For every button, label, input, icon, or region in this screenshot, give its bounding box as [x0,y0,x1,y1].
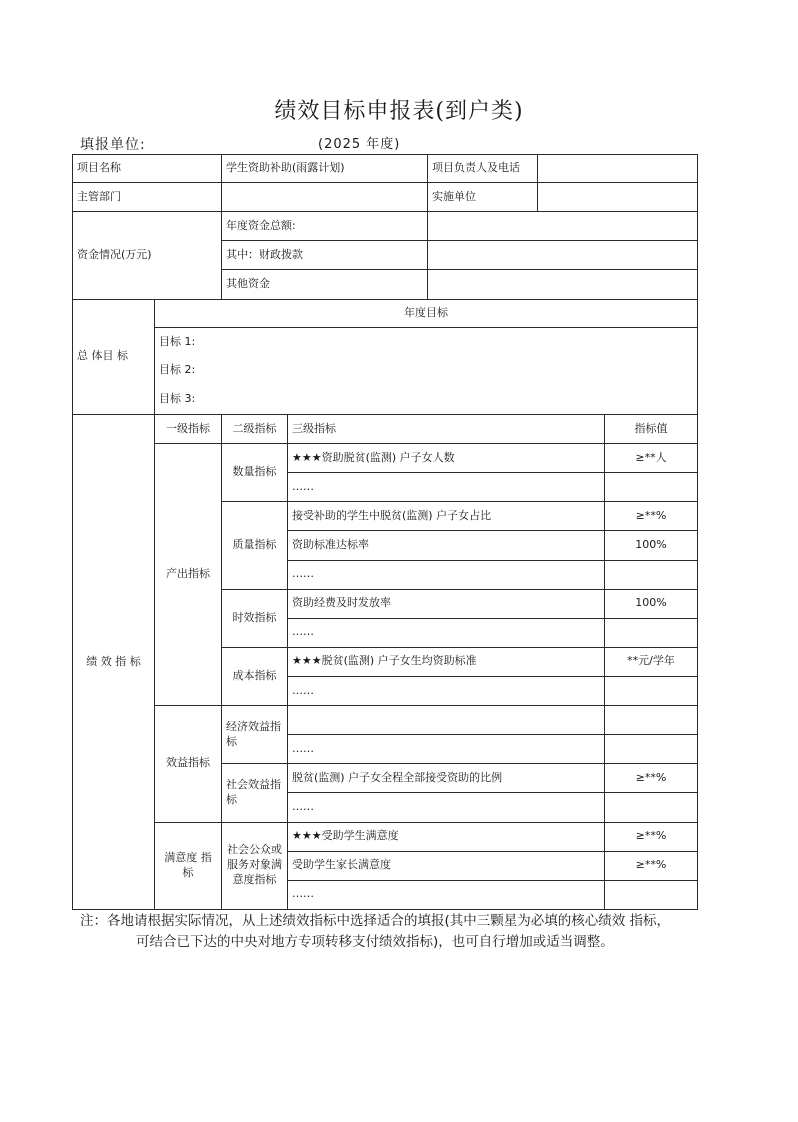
indicator-value[interactable] [605,473,698,502]
indicator-value: ≥**% [605,764,698,793]
table-row[interactable] [288,706,605,735]
indicator-value[interactable] [605,706,698,735]
year-label: (2025 年度) [318,137,401,152]
annual-goal-label: 年度目标 [155,299,698,327]
table-row: ★★★脱贫(监测) 户子女生均资助标准 [288,647,605,676]
timeliness-indicator-label: 时效指标 [222,589,288,647]
footnote [80,911,720,953]
indicator-value[interactable] [605,880,698,909]
table-row: …… [288,880,605,909]
footnote-line-1: 注：各地请根据实际情况，从上述绩效指标中选择适合的填报(其中三颗星为必填的核心绩效 指标， [80,913,671,929]
indicator-value[interactable] [605,735,698,764]
page-title: 绩效目标申报表(到户类) [274,99,524,124]
performance-goal-table [72,154,698,910]
indicator-value: ≥**人 [605,444,698,473]
goal-3: 目标 3: [155,385,698,414]
quantity-indicator-label: 数量指标 [222,444,288,502]
table-row: …… [288,676,605,705]
table-row: …… [288,735,605,764]
col-level3: 三级指标 [288,414,605,443]
indicator-value: 100% [605,531,698,560]
indicator-value: ≥**% [605,502,698,531]
table-row: 资助经费及时发放率 [288,589,605,618]
project-name-label: 项目名称 [73,155,222,183]
indicator-value[interactable] [605,618,698,647]
table-row: 资助标准达标率 [288,531,605,560]
quality-indicator-label: 质量指标 [222,502,288,589]
annual-total-value[interactable] [428,212,698,241]
competent-dept-label: 主管部门 [73,183,222,212]
col-value: 指标值 [605,414,698,443]
annual-total-label: 年度资金总额: [222,212,428,241]
indicator-value: 100% [605,589,698,618]
implementing-unit-value[interactable] [538,183,698,212]
indicator-value[interactable] [605,793,698,822]
footnote-line-2: 可结合已下达的中央对地方专项转移支付绩效指标)，也可自行增加或适当调整。 [136,934,614,950]
table-row: …… [288,618,605,647]
funds-label: 资金情况(万元) [73,212,222,299]
project-leader-label: 项目负责人及电话 [428,155,538,183]
table-row: …… [288,473,605,502]
indicator-value: ≥**% [605,851,698,880]
competent-dept-value[interactable] [222,183,428,212]
goal-1: 目标 1: [155,327,698,356]
benefit-indicator-label: 效益指标 [155,706,222,822]
fill-unit-label: 填报单位: [80,137,146,153]
project-name-value: 学生资助补助(雨露计划) [222,155,428,183]
fiscal-value[interactable] [428,241,698,270]
table-row: 受助学生家长满意度 [288,851,605,880]
cost-indicator-label: 成本指标 [222,647,288,705]
overall-goal-label: 总 体目 标 [73,299,155,414]
col-level1: 一级指标 [155,414,222,443]
output-indicator-label: 产出指标 [155,444,222,706]
indicator-value[interactable] [605,560,698,589]
table-row: ★★★资助脱贫(监测) 户子女人数 [288,444,605,473]
project-leader-value[interactable] [538,155,698,183]
fiscal-label: 其中：财政拨款 [222,241,428,270]
other-funds-value[interactable] [428,270,698,299]
table-row: …… [288,560,605,589]
satisfaction-indicator-label: 满意度 指标 [155,822,222,909]
indicator-value: ≥**% [605,822,698,851]
table-row: 脱贫(监测) 户子女全程全部接受资助的比例 [288,764,605,793]
table-row: 接受补助的学生中脱贫(监测) 户子女占比 [288,502,605,531]
social-benefit-label: 社会效益指标 [222,764,288,822]
satisfaction-sub-label: 社会公众或服务对象满意度指标 [222,822,288,909]
implementing-unit-label: 实施单位 [428,183,538,212]
table-row: ★★★受助学生满意度 [288,822,605,851]
indicator-value: **元/学年 [605,647,698,676]
indicator-value[interactable] [605,676,698,705]
col-level2: 二级指标 [222,414,288,443]
economic-benefit-label: 经济效益指标 [222,706,288,764]
other-funds-label: 其他资金 [222,270,428,299]
goal-2: 目标 2: [155,356,698,385]
table-row: …… [288,793,605,822]
indicators-section-label: 绩 效 指 标 [73,414,155,909]
